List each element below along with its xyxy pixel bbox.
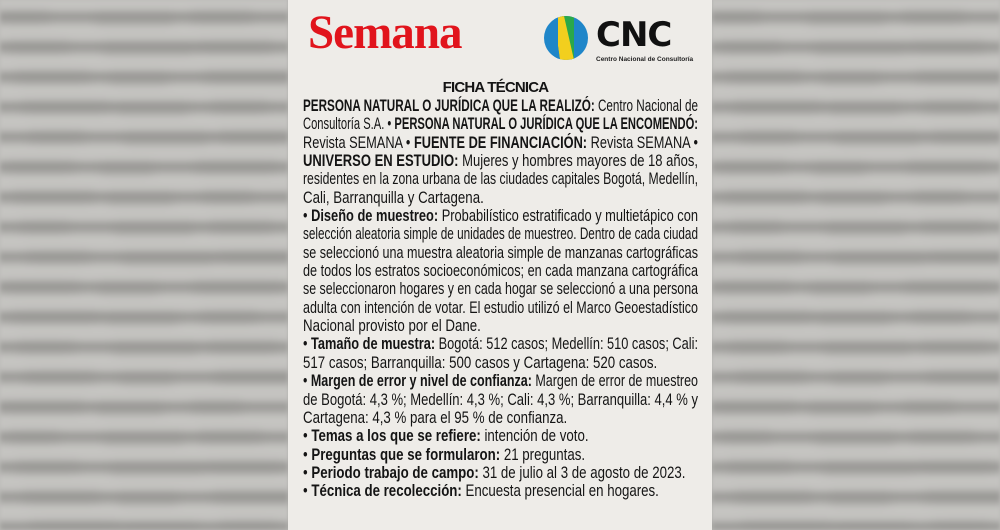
ficha-line <box>303 446 698 464</box>
field-label: Diseño de muestreo: <box>311 207 442 226</box>
field-value: Mujeres y hombres mayores de 18 años, <box>462 152 698 171</box>
field-label: Tamaño de muestra: <box>311 335 439 354</box>
ficha-line <box>303 482 698 500</box>
ficha-line <box>303 391 698 409</box>
ficha-line <box>303 189 698 207</box>
semana-logo: Semana <box>308 6 462 59</box>
ficha-line <box>303 97 698 115</box>
cnc-wordmark: CNC <box>596 15 672 55</box>
field-value: • <box>303 463 312 482</box>
field-value: Bogotá: 512 casos; Medellín: 510 casos; Cali: <box>438 335 698 354</box>
ficha-line <box>303 354 698 372</box>
field-value: 517 casos; Barranquilla: 500 casos y Cartagena: 520 casos. <box>303 353 658 372</box>
field-value: Margen de error de muestreo <box>535 372 698 391</box>
field-value: Cartagena: 4,3 % para el 95 % de confianza. <box>303 408 568 427</box>
ficha-line <box>303 207 698 225</box>
ficha-title: FICHA TÉCNICA <box>442 79 549 96</box>
blurred-background-right <box>712 0 1000 530</box>
ficha-line <box>303 372 698 390</box>
ficha-line <box>303 464 698 482</box>
field-label: Preguntas que se formularon: <box>311 445 504 464</box>
field-label: PERSONA NATURAL O JURÍDICA QUE LA ENCOMENDÓ: <box>394 115 698 134</box>
ficha-line <box>303 317 698 335</box>
ficha-line <box>303 299 698 317</box>
field-value: selección aleatoria simple de unidades de muestreo. Dentro de cada ciudad <box>303 225 698 244</box>
field-value: • <box>303 445 312 464</box>
field-value: Revista SEMANA • <box>590 133 698 152</box>
field-value: • <box>303 482 312 501</box>
field-value: Consultoría S.A. • <box>303 115 395 134</box>
field-value: 21 preguntas. <box>503 445 586 464</box>
field-value: se seleccionaron hogares y en cada hogar se seleccionó a una persona <box>303 280 698 299</box>
field-value: Revista SEMANA • <box>303 133 414 152</box>
field-value: Nacional provisto por el Dane. <box>303 317 481 336</box>
ficha-line <box>303 427 698 445</box>
field-value: Cali, Barranquilla y Cartagena. <box>303 188 484 207</box>
ficha-tecnica <box>303 79 698 501</box>
field-value: intención de voto. <box>484 427 589 446</box>
field-label: Temas a los que se refiere: <box>311 427 485 446</box>
ficha-line <box>303 134 698 152</box>
ficha-body <box>303 97 698 501</box>
ficha-line <box>303 115 698 133</box>
field-label: Técnica de recolección: <box>311 482 466 501</box>
field-value: Probabilístico estratificado y multietápico con <box>441 207 698 226</box>
ficha-line <box>303 280 698 298</box>
ficha-line <box>303 244 698 262</box>
ficha-line <box>303 225 698 243</box>
ficha-line <box>303 152 698 170</box>
ficha-line <box>303 170 698 188</box>
field-label: Periodo trabajo de campo: <box>311 463 483 482</box>
field-label: UNIVERSO EN ESTUDIO: <box>303 152 463 171</box>
ficha-tecnica-panel <box>288 0 712 530</box>
field-value: • <box>303 427 312 446</box>
field-value: se seleccionó una muestra aleatoria simple de manzanas cartográficas <box>303 243 698 262</box>
field-value: de todos los estratos socioeconómicos; en cada manzana cartográfica <box>303 262 698 281</box>
cnc-logo-icon <box>544 16 588 60</box>
field-value: de Bogotá: 4,3 %; Medellín: 4,3 %; Cali: 4,3 %; Barranquilla: 4,4 % y <box>303 390 698 409</box>
cnc-logo <box>544 14 694 64</box>
ficha-line <box>303 262 698 280</box>
field-value: residentes en la zona urbana de las ciudades capitales Bogotá, Medellín, <box>303 170 698 189</box>
field-value: Encuesta presencial en hogares. <box>465 482 659 501</box>
ficha-line <box>303 409 698 427</box>
field-value: • <box>303 335 312 354</box>
field-label: PERSONA NATURAL O JURÍDICA QUE LA REALIZÓ: <box>303 97 598 115</box>
ficha-line <box>303 335 698 353</box>
blurred-background-left <box>0 0 288 530</box>
field-value: 31 de julio al 3 de agosto de 2023. <box>482 463 686 482</box>
field-value: adulta con intención de votar. El estudio utilizó el Marco Geoestadístico <box>303 298 698 317</box>
field-label: Margen de error y nivel de confianza: <box>310 372 536 391</box>
field-value: • <box>303 372 311 391</box>
field-label: FUENTE DE FINANCIACIÓN: <box>413 133 591 152</box>
cnc-subtitle: Centro Nacional de Consultoría <box>596 56 694 63</box>
field-value: • <box>303 207 312 226</box>
field-value: Centro Nacional de <box>597 97 698 115</box>
